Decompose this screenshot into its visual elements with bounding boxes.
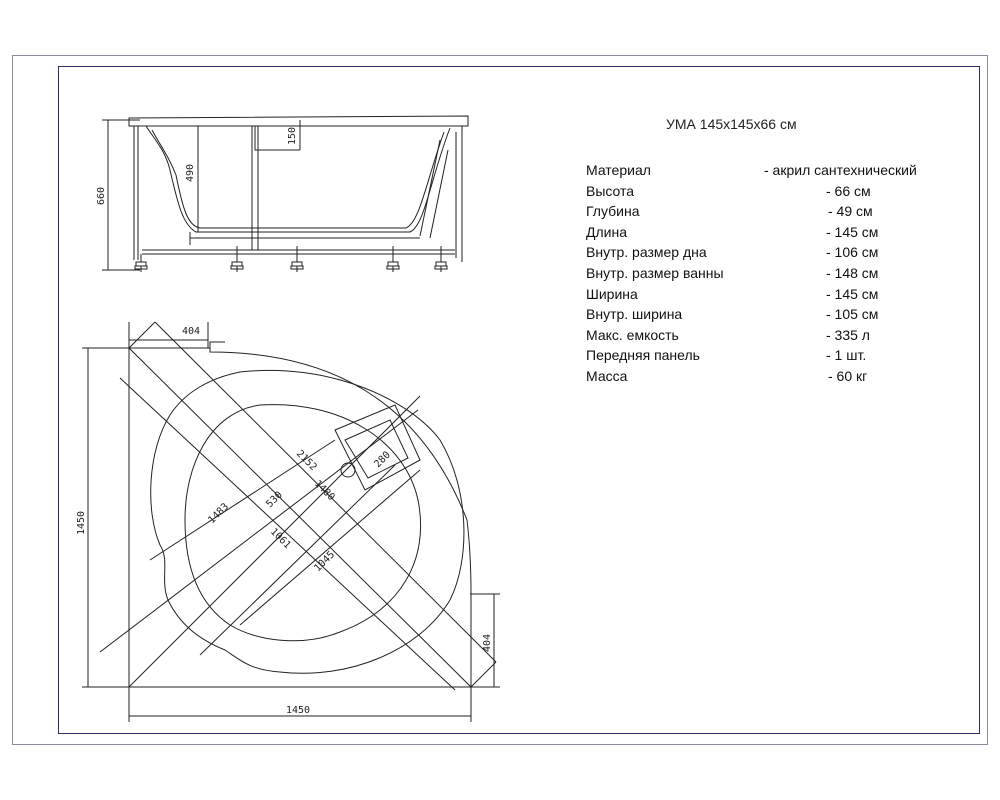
side-height-label: 660 [96, 186, 107, 205]
spec-value: - 106 см [826, 244, 879, 261]
spec-value: - 145 см [826, 285, 879, 302]
dim-1061-label: 1061 [267, 526, 293, 552]
spec-label: Высота [586, 182, 635, 199]
spec-value: - 335 л [826, 326, 870, 343]
side-view [102, 116, 468, 272]
spec-label: Длина [586, 223, 627, 240]
spec-label: Материал [586, 162, 651, 178]
dim-280-label: 280 [372, 449, 393, 471]
spec-label: Масса [586, 367, 628, 384]
spec-value: - акрил сантехнический [764, 162, 917, 178]
spec-value: - 148 см [826, 264, 879, 281]
spec-label: Внутр. размер дна [586, 244, 707, 261]
side-rim-label: 150 [287, 126, 298, 145]
spec-label: Глубина [586, 203, 640, 220]
diag-1480-label: 1480 [311, 478, 337, 504]
spec-label: Передняя панель [586, 347, 700, 364]
side-depth-label: 490 [185, 163, 196, 182]
spec-label: Ширина [586, 285, 638, 302]
top-view [82, 322, 500, 722]
bottom-width-label: 1450 [286, 705, 311, 716]
spec-label: Внутр. ширина [586, 306, 683, 323]
spec-value: - 66 см [826, 182, 871, 199]
left-width-label: 1450 [76, 510, 87, 535]
dim-1483-label: 1483 [206, 501, 232, 527]
right-corner-label: 404 [482, 633, 493, 652]
spec-value: - 1 шт. [826, 347, 867, 364]
spec-label: Внутр. размер ванны [586, 264, 724, 281]
spec-value: - 145 см [826, 223, 879, 240]
spec-value: - 105 см [826, 306, 879, 323]
spec-value: - 49 см [828, 203, 873, 220]
spec-value: - 60 кг [828, 367, 868, 384]
dim-1045-label: 1045 [312, 549, 338, 575]
diag-2152-label: 2152 [293, 448, 319, 474]
spec-label: Макс. емкость [586, 326, 679, 343]
dim-530-label: 530 [264, 489, 285, 511]
model-title: УМА 145х145х66 см [666, 116, 797, 132]
top-corner-label: 404 [182, 326, 201, 337]
